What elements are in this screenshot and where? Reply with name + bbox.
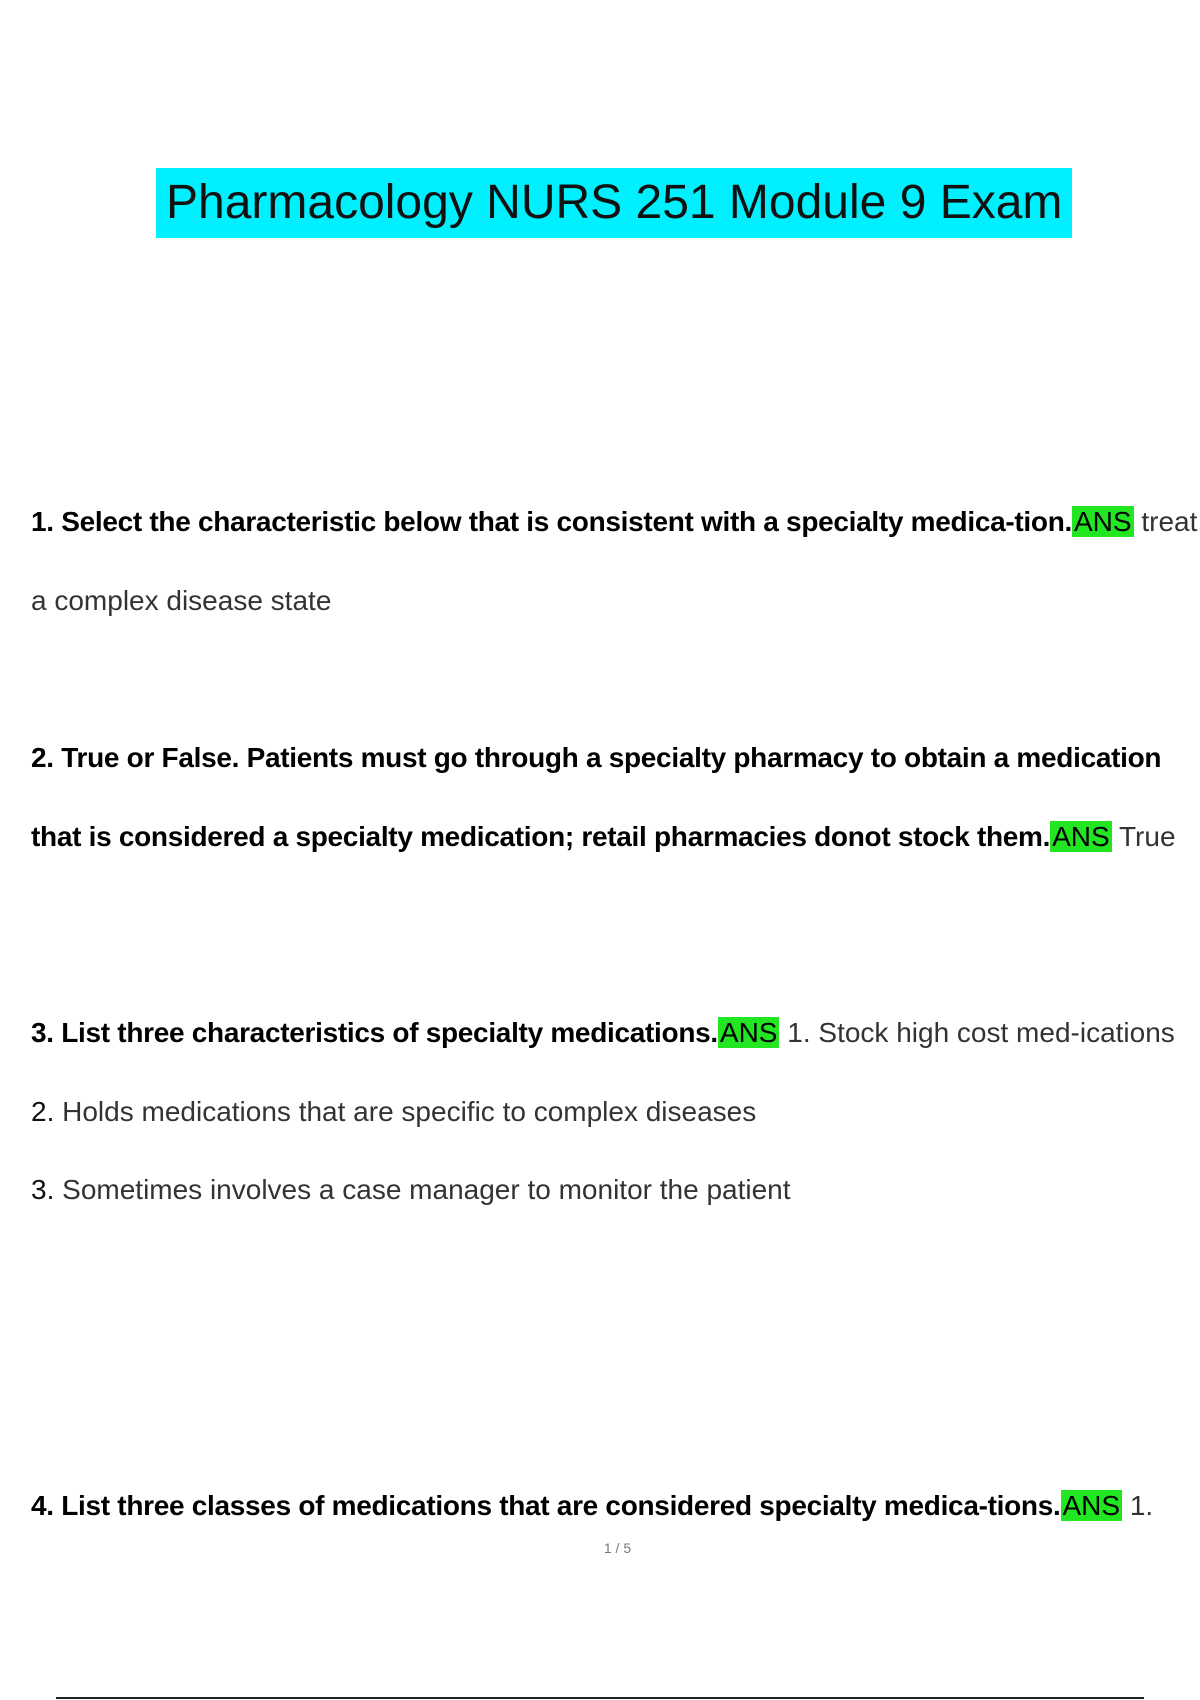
answer-1-continued xyxy=(31,581,331,621)
answer-3-line-3 xyxy=(31,1170,791,1210)
answer-2-text: True xyxy=(1118,821,1176,852)
question-2-line-2 xyxy=(31,817,1176,857)
ans-badge: ANS xyxy=(1052,821,1110,852)
answer-3-item-3-number: 3. xyxy=(31,1174,55,1205)
question-2-text-1: 2. True or False. Patients must go through a specialty pharmacy to obtain a medication xyxy=(31,742,1162,773)
answer-3-line-2 xyxy=(31,1092,756,1132)
question-1-text: 1. Select the characteristic below that is consistent with a specialty medica-tion. xyxy=(31,506,1072,537)
page-number: 1 / 5 xyxy=(603,1540,632,1556)
answer-3-item-2: Holds medications that are specific to complex diseases xyxy=(62,1096,757,1127)
answer-4-inline: 1. xyxy=(1129,1490,1154,1521)
ans-badge: ANS xyxy=(719,1017,778,1048)
question-3 xyxy=(31,1013,1175,1053)
answer-1-text: a complex disease state xyxy=(31,585,332,616)
answer-1-inline: treat xyxy=(1141,506,1198,537)
question-1 xyxy=(31,502,1197,542)
question-2-line-1 xyxy=(31,738,1161,778)
question-2-text-2: that is considered a specialty medication; retail pharmacies donot stock them. xyxy=(31,821,1051,852)
ans-badge: ANS xyxy=(1062,1490,1121,1521)
answer-3-item-1: 1. Stock high cost med-ications xyxy=(787,1017,1175,1048)
question-4-text: 4. List three classes of medications that are considered specialty medica-tions. xyxy=(31,1490,1061,1521)
answer-3-item-2-number: 2. xyxy=(31,1096,55,1127)
ans-badge: ANS xyxy=(1074,506,1132,537)
page-bottom-rule xyxy=(56,1697,1144,1699)
question-3-text: 3. List three characteristics of specialty medications. xyxy=(31,1017,718,1048)
document-title: Pharmacology NURS 251 Module 9 Exam xyxy=(156,168,1072,238)
question-4 xyxy=(31,1486,1153,1526)
answer-3-item-3: Sometimes involves a case manager to monitor the patient xyxy=(62,1174,791,1205)
